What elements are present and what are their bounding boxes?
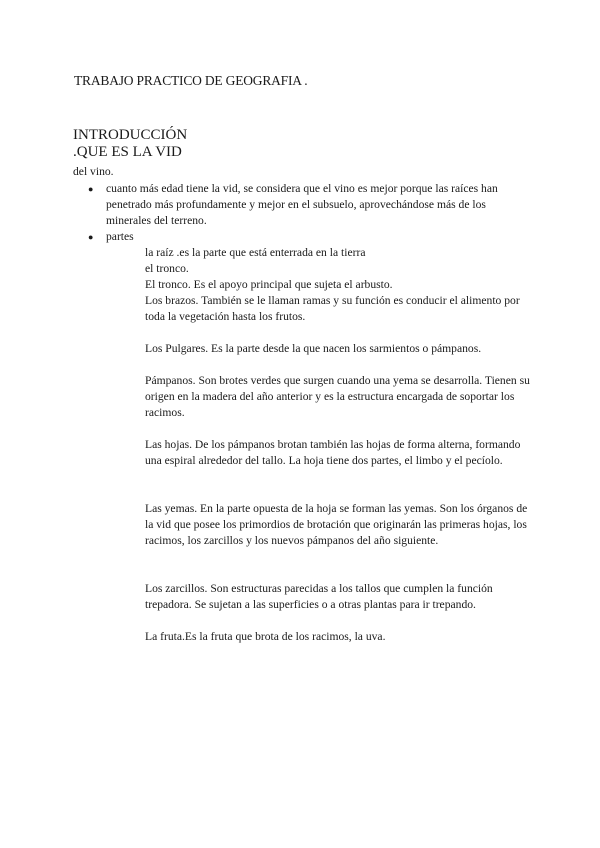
text-del-vino: del vino. xyxy=(73,165,114,178)
parte-pulgares: Los Pulgares. Es la parte desde la que nacen los sarmientos o pámpanos. xyxy=(145,342,482,355)
partes-block-1 xyxy=(145,245,535,325)
heading-introduccion: INTRODUCCIÓN xyxy=(73,127,188,143)
parte-fruta: La fruta.Es la fruta que brota de los racimos, la uva. xyxy=(145,630,386,643)
parte-tronco-desc: El tronco. Es el apoyo principal que sujeta el arbusto. xyxy=(145,278,393,291)
parte-zarcillos: Los zarcillos. Son estructuras parecidas a los tallos que cumplen la función trepadora. Se sujetan a las superficies o a otras plantas para ir trepando. xyxy=(145,582,493,611)
bullet-icon: ● xyxy=(88,232,94,242)
parte-raiz: la raíz .es la parte que está enterrada en la tierra xyxy=(145,246,366,259)
parte-brazos: Los brazos. También se le llaman ramas y su función es conducir el alimento por toda la vegetación hasta los frutos. xyxy=(145,294,520,323)
parte-tronco: el tronco. xyxy=(145,262,189,275)
parte-pampanos: Pámpanos. Son brotes verdes que surgen cuando una yema se desarrolla. Tienen su origen en la madera del año anterior y es la estructura encargada de soportar los racimos. xyxy=(145,374,530,419)
parte-yemas: Las yemas. En la parte opuesta de la hoja se forman las yemas. Son los órganos de la vid que posee los primordios de brotación que originarán las primeras hojas, los racimos, los zarcillos y los nuevos pámpanos del año siguiente. xyxy=(145,502,528,547)
list-item-text: partes xyxy=(106,230,134,243)
parte-hojas: Las hojas. De los pámpanos brotan también las hojas de forma alterna, formando una espiral alrededor del tallo. La hoja tiene dos partes, el limbo y el pecíolo. xyxy=(145,438,521,467)
bullet-icon: ● xyxy=(88,184,94,194)
heading-que-es-la-vid: .QUE ES LA VID xyxy=(73,144,182,160)
document-title: TRABAJO PRACTICO DE GEOGRAFIA . xyxy=(74,73,308,88)
list-item-text: cuanto más edad tiene la vid, se considera que el vino es mejor porque las raíces han penetrado más profundamente y mejor en el subsuelo, aprovechándose más de los minerales del terreno. xyxy=(106,182,498,227)
